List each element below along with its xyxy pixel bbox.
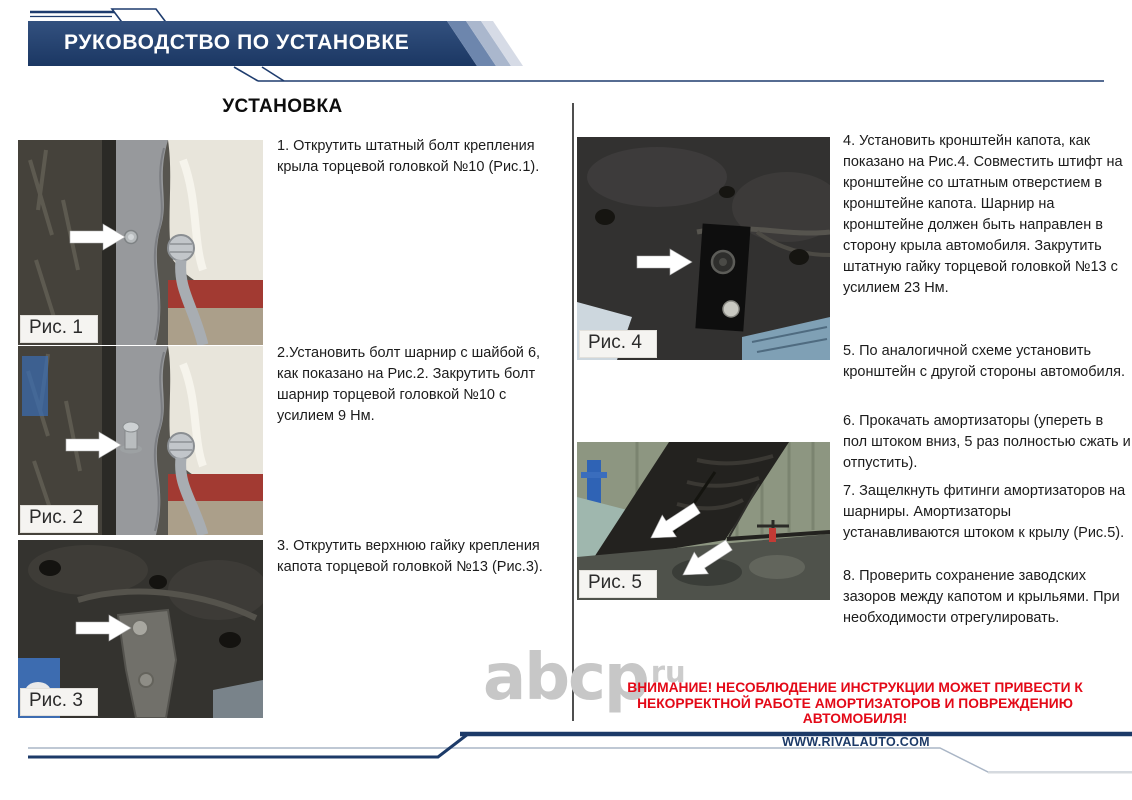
figure-5-label: Рис. 5 xyxy=(579,570,657,598)
step-7-text: 7. Защелкнуть фитинги амортизаторов на шарниры. Амортизаторы устанавливаются штоком к крылу (Рис.5). xyxy=(843,483,1126,541)
step-3-text: 3. Открутить верхнюю гайку крепления капота торцевой головкой №13 (Рис.3). xyxy=(277,538,543,575)
step-6-text: 6. Прокачать амортизаторы (упереть в пол штоком вниз, 5 раз полностью сжать и отпустить). xyxy=(843,413,1131,471)
column-divider xyxy=(572,103,574,721)
watermark-suffix: ru xyxy=(650,655,686,689)
footer-website: WWW.RIVALAUTO.COM xyxy=(782,735,930,749)
warning-line-3: АВТОМОБИЛЯ! xyxy=(802,711,908,726)
figure-5-photo xyxy=(577,442,830,600)
step-2-text: 2.Установить болт шарнир с шайбой 6, как показано на Рис.2. Закрутить болт шарнир торцевой головкой №10 с усилием 9 Нм. xyxy=(277,345,541,424)
watermark-main: abcp xyxy=(483,641,648,715)
page-title: РУКОВОДСТВО ПО УСТАНОВКЕ xyxy=(64,31,410,54)
warning-text xyxy=(578,680,1132,727)
footer-graphic xyxy=(0,723,1132,793)
warning-line-1: ВНИМАНИЕ! НЕСОБЛЮДЕНИЕ ИНСТРУКЦИИ МОЖЕТ ПРИВЕСТИ К xyxy=(627,680,1083,695)
figure-3-photo xyxy=(18,540,263,718)
step-5-text: 5. По аналогичной схеме установить кронштейн с другой стороны автомобиля. xyxy=(843,343,1125,380)
figure-2-photo xyxy=(18,346,263,535)
figure-4-label: Рис. 4 xyxy=(579,330,657,358)
figure-2-label: Рис. 2 xyxy=(20,505,98,533)
warning-line-2: НЕКОРРЕКТНОЙ РАБОТЕ АМОРТИЗАТОРОВ И ПОВРЕЖДЕНИЮ xyxy=(637,695,1073,711)
figure-4-illustration xyxy=(577,137,830,360)
figure-1-photo xyxy=(18,140,263,345)
figure-1-label: Рис. 1 xyxy=(20,315,98,343)
step-8-text: 8. Проверить сохранение заводских зазоров между капотом и крыльями. При необходимости отрегулировать. xyxy=(843,568,1120,626)
figure-3-label: Рис. 3 xyxy=(20,688,98,716)
section-title: УСТАНОВКА xyxy=(222,96,343,117)
step-4-text: 4. Установить кронштейн капота, как показано на Рис.4. Совместить штифт на кронштейне со штатным отверстием в кронштейне капота. Шарнир на кронштейне должен быть направлен в сторону крыла автомобиля. Закрутить штатную гайку торцевой головкой №13 с усилием 23 Нм. xyxy=(843,133,1123,296)
figure-4-photo xyxy=(577,137,830,360)
step-1-text: 1. Открутить штатный болт крепления крыла торцевой головкой №10 (Рис.1). xyxy=(277,138,540,175)
